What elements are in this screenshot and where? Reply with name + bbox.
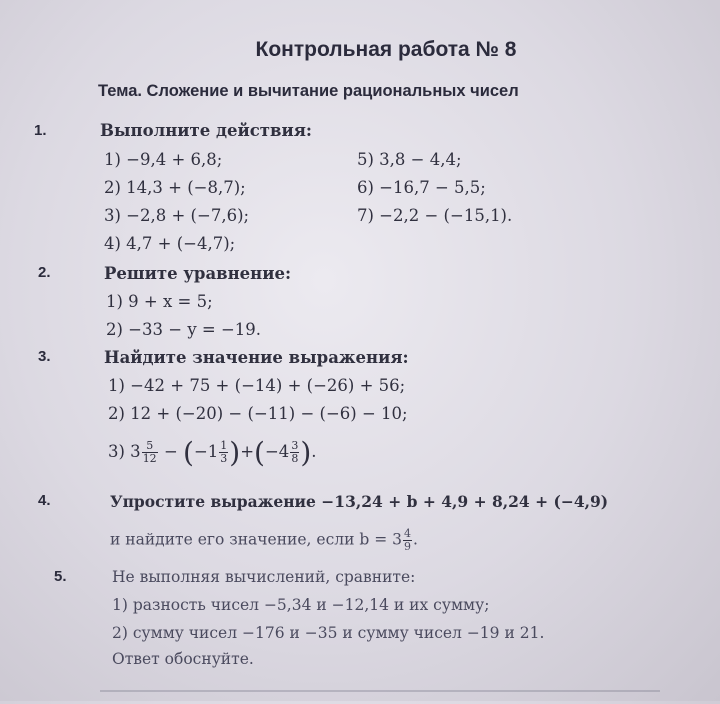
page-title: Контрольная работа № 8 <box>255 38 517 61</box>
denominator: 3 <box>220 452 228 465</box>
task2-number: 2. <box>38 264 51 281</box>
numerator: 5 <box>142 440 158 453</box>
plus-sign: + <box>240 442 255 461</box>
task3-item3-prefix: 3) 3 <box>108 442 141 461</box>
mixed-whole: −1 <box>193 442 219 461</box>
task4-line2-text: и найдите его значение, если b = 3 <box>110 530 402 549</box>
denominator: 9 <box>403 540 411 553</box>
close-paren: ) <box>229 436 241 469</box>
task5-number: 5. <box>54 568 67 585</box>
task5-heading: Не выполняя вычислений, сравните: <box>112 568 416 586</box>
fraction <box>290 440 299 465</box>
task3-item-1: 1) −42 + 75 + (−14) + (−26) + 56; <box>108 376 406 395</box>
task1-item-4: 4) 4,7 + (−4,7); <box>104 234 236 253</box>
task5-note: Ответ обоснуйте. <box>112 650 254 668</box>
fraction <box>142 440 158 465</box>
close-paren: ) <box>300 436 312 469</box>
task4-number: 4. <box>38 492 51 509</box>
denominator: 8 <box>291 452 299 465</box>
numerator: 4 <box>403 527 411 540</box>
task2-item-2: 2) −33 − y = −19. <box>106 320 262 339</box>
task4-line1: Упростите выражение −13,24 + b + 4,9 + 8,24 + (−4,9) <box>110 492 609 511</box>
open-paren: ( <box>254 436 265 469</box>
task1-number: 1. <box>34 122 47 139</box>
minus-sign: − <box>163 442 178 461</box>
task3-heading: Найдите значение выражения: <box>104 348 409 367</box>
topic-line: Тема. Сложение и вычитание рациональных чисел <box>98 82 519 100</box>
period: . <box>412 530 418 549</box>
numerator: 1 <box>220 439 228 452</box>
open-paren: ( <box>183 436 194 469</box>
task1-item-5: 5) 3,8 − 4,4; <box>357 150 462 169</box>
task1-heading: Выполните действия: <box>100 121 312 140</box>
task1-item-1: 1) −9,4 + 6,8; <box>104 150 223 169</box>
cut-off-next-line <box>100 690 660 704</box>
fraction <box>219 440 228 465</box>
task1-item-6: 6) −16,7 − 5,5; <box>357 178 486 197</box>
task1-item-3: 3) −2,8 + (−7,6); <box>104 206 250 225</box>
task5-item-2: 2) сумму чисел −176 и −35 и сумму чисел −19 и 21. <box>112 624 545 642</box>
fraction <box>403 528 412 553</box>
task4-line2 <box>110 528 418 553</box>
task3-item-2: 2) 12 + (−20) − (−11) − (−6) − 10; <box>108 404 408 423</box>
task3-number: 3. <box>38 348 51 365</box>
task2-item-1: 1) 9 + x = 5; <box>106 292 213 311</box>
task5-item-1: 1) разность чисел −5,34 и −12,14 и их сумму; <box>112 596 490 614</box>
denominator: 12 <box>142 452 157 465</box>
mixed-whole: −4 <box>264 442 290 461</box>
task1-item-7: 7) −2,2 − (−15,1). <box>357 206 513 225</box>
task2-heading: Решите уравнение: <box>104 264 292 283</box>
period: . <box>311 442 317 461</box>
task1-item-2: 2) 14,3 + (−8,7); <box>104 178 246 197</box>
task3-item-3 <box>108 436 317 469</box>
numerator: 3 <box>291 439 299 452</box>
